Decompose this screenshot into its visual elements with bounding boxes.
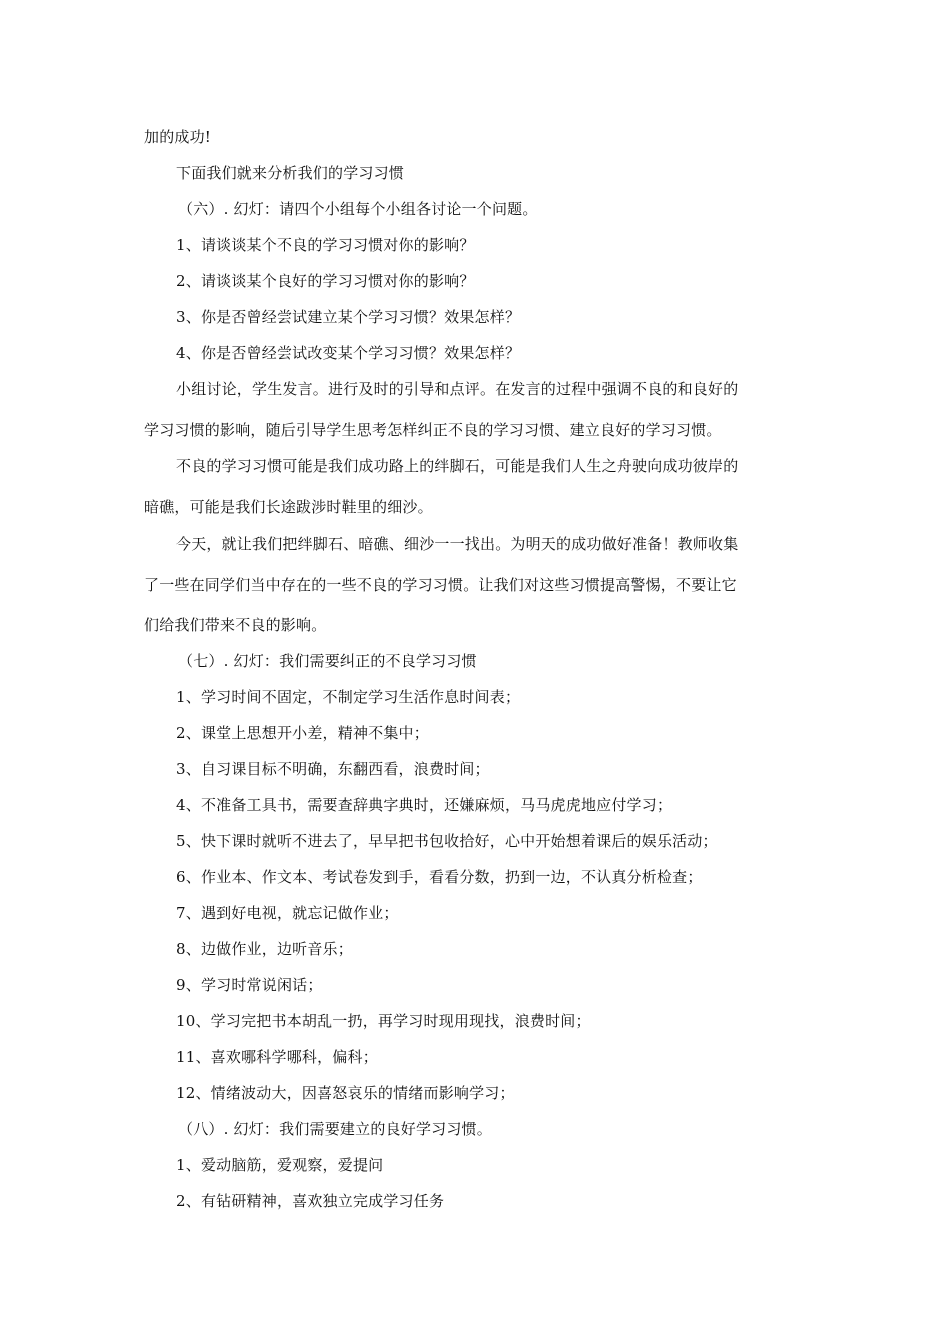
list-item: 3、自习课目标不明确，东翻西看，浪费时间； [176,760,490,778]
list-item: 11、喜欢哪科学哪科，偏科； [176,1048,378,1066]
text-line: 们给我们带来不良的影响。 [144,616,327,634]
text-line: 了一些在同学们当中存在的一些不良的学习习惯。让我们对这些习惯提高警惕，不要让它 [144,576,737,594]
text-line: 下面我们就来分析我们的学习习惯 [176,164,405,182]
list-item: 1、爱动脑筋，爱观察，爱提问 [176,1156,384,1174]
text-line: 学习习惯的影响，随后引导学生思考怎样纠正不良的学习习惯、建立良好的学习习惯。 [144,421,722,439]
list-item: 3、你是否曾经尝试建立某个学习习惯？效果怎样？ [176,308,521,326]
text-line: 暗礁，可能是我们长途跋涉时鞋里的细沙。 [144,498,433,516]
list-item: 4、不准备工具书，需要查辞典字典时，还嫌麻烦，马马虎虎地应付学习； [176,796,673,814]
list-item: 7、遇到好电视，就忘记做作业； [176,904,399,922]
list-item: 8、边做作业，边听音乐； [176,940,353,958]
list-item: 1、学习时间不固定，不制定学习生活作息时间表； [176,688,521,706]
text-line: 今天，就让我们把绊脚石、暗礁、细沙一一找出。为明天的成功做好准备！教师收集 [176,535,739,553]
list-item: 10、学习完把书本胡乱一扔，再学习时现用现找，浪费时间； [176,1012,591,1030]
text-line: 加的成功! [144,128,212,146]
list-item: 9、学习时常说闲话； [176,976,323,994]
section-heading: （七）. 幻灯：我们需要纠正的不良学习习惯 [178,652,477,670]
list-item: 4、你是否曾经尝试改变某个学习习惯？效果怎样？ [176,344,521,362]
list-item: 2、课堂上思想开小差，精神不集中； [176,724,429,742]
list-item: 6、作业本、作文本、考试卷发到手，看看分数，扔到一边，不认真分析检查； [176,868,703,886]
list-item: 5、快下课时就听不进去了，早早把书包收拾好，心中开始想着课后的娱乐活动； [176,832,718,850]
text-line: 不良的学习习惯可能是我们成功路上的绊脚石，可能是我们人生之舟驶向成功彼岸的 [176,457,739,475]
section-heading: （六）. 幻灯：请四个小组每个小组各讨论一个问题。 [178,200,538,218]
list-item: 2、有钻研精神，喜欢独立完成学习任务 [176,1192,445,1210]
list-item: 2、请谈谈某个良好的学习习惯对你的影响？ [176,272,475,290]
text-line: 小组讨论，学生发言。进行及时的引导和点评。在发言的过程中强调不良的和良好的 [176,380,739,398]
list-item: 1、请谈谈某个不良的学习习惯对你的影响？ [176,236,475,254]
section-heading: （八）. 幻灯：我们需要建立的良好学习习惯。 [178,1120,492,1138]
list-item: 12、情绪波动大，因喜怒哀乐的情绪而影响学习； [176,1084,515,1102]
